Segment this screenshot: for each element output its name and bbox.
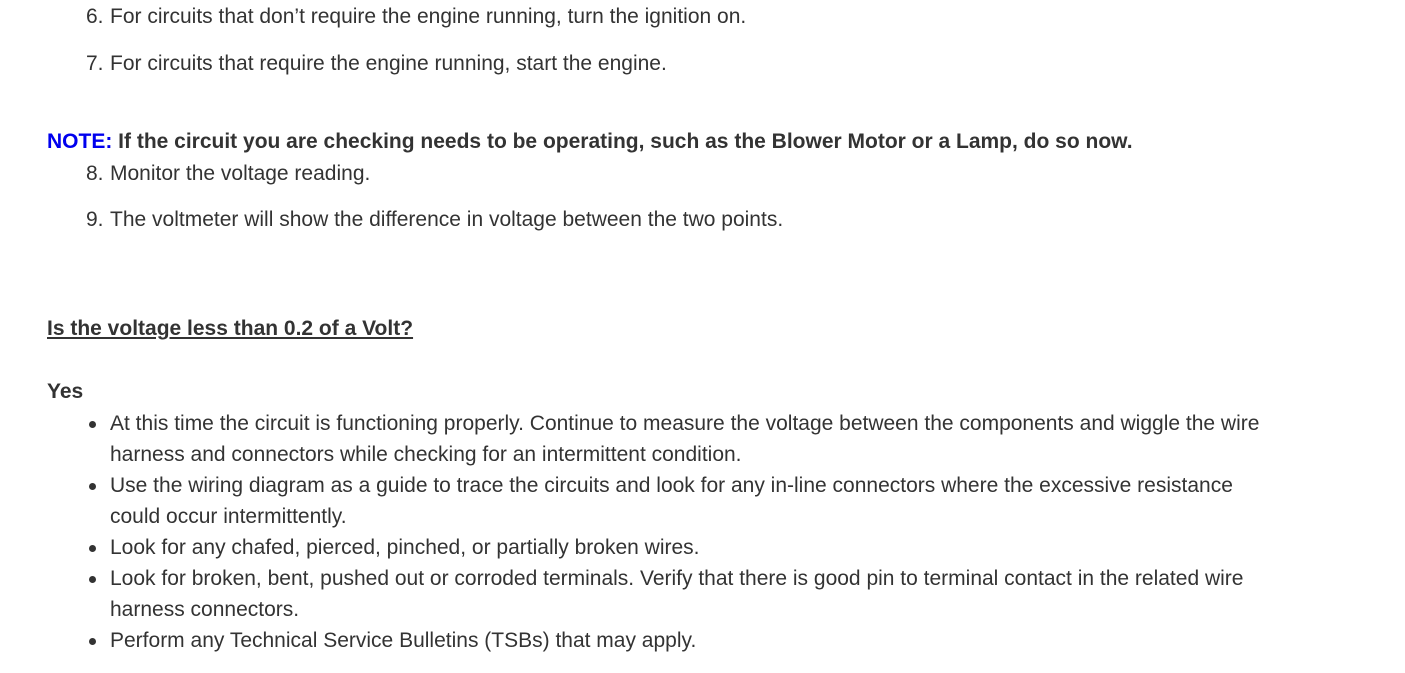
list-item: Use the wiring diagram as a guide to trace the circuits and look for any in-line connectors where the excessive resistance could occur intermittently. bbox=[110, 470, 1280, 532]
step-text: The voltmeter will show the difference in voltage between the two points. bbox=[110, 208, 784, 231]
diagnostic-question: Is the voltage less than 0.2 of a Volt? bbox=[47, 317, 414, 340]
step-text: For circuits that require the engine running, start the engine. bbox=[110, 52, 667, 75]
step-item bbox=[86, 204, 783, 235]
step-number: 7. bbox=[86, 52, 104, 75]
list-item: At this time the circuit is functioning properly. Continue to measure the voltage between the components and wiggle the wire harness and connectors while checking for an intermittent condition. bbox=[110, 408, 1280, 470]
step-text: For circuits that don’t require the engine running, turn the ignition on. bbox=[110, 5, 747, 28]
note-callout bbox=[47, 126, 1133, 157]
step-item bbox=[86, 48, 667, 79]
step-item bbox=[86, 1, 746, 32]
step-text: Monitor the voltage reading. bbox=[110, 162, 371, 185]
step-number: 8. bbox=[86, 162, 104, 185]
list-item: Look for any chafed, pierced, pinched, or partially broken wires. bbox=[110, 532, 1280, 563]
step-number: 6. bbox=[86, 5, 104, 28]
answer-label-yes: Yes bbox=[47, 380, 84, 403]
list-item: Look for broken, bent, pushed out or corroded terminals. Verify that there is good pin to terminal contact in the related wire harness connectors. bbox=[110, 563, 1280, 625]
note-label: NOTE: bbox=[47, 130, 113, 153]
yes-action-list bbox=[110, 408, 1280, 656]
note-text: If the circuit you are checking needs to be operating, such as the Blower Motor or a Lamp, do so now. bbox=[112, 130, 1133, 153]
list-item: Perform any Technical Service Bulletins (TSBs) that may apply. bbox=[110, 625, 1280, 656]
step-item bbox=[86, 158, 370, 189]
step-number: 9. bbox=[86, 208, 104, 231]
